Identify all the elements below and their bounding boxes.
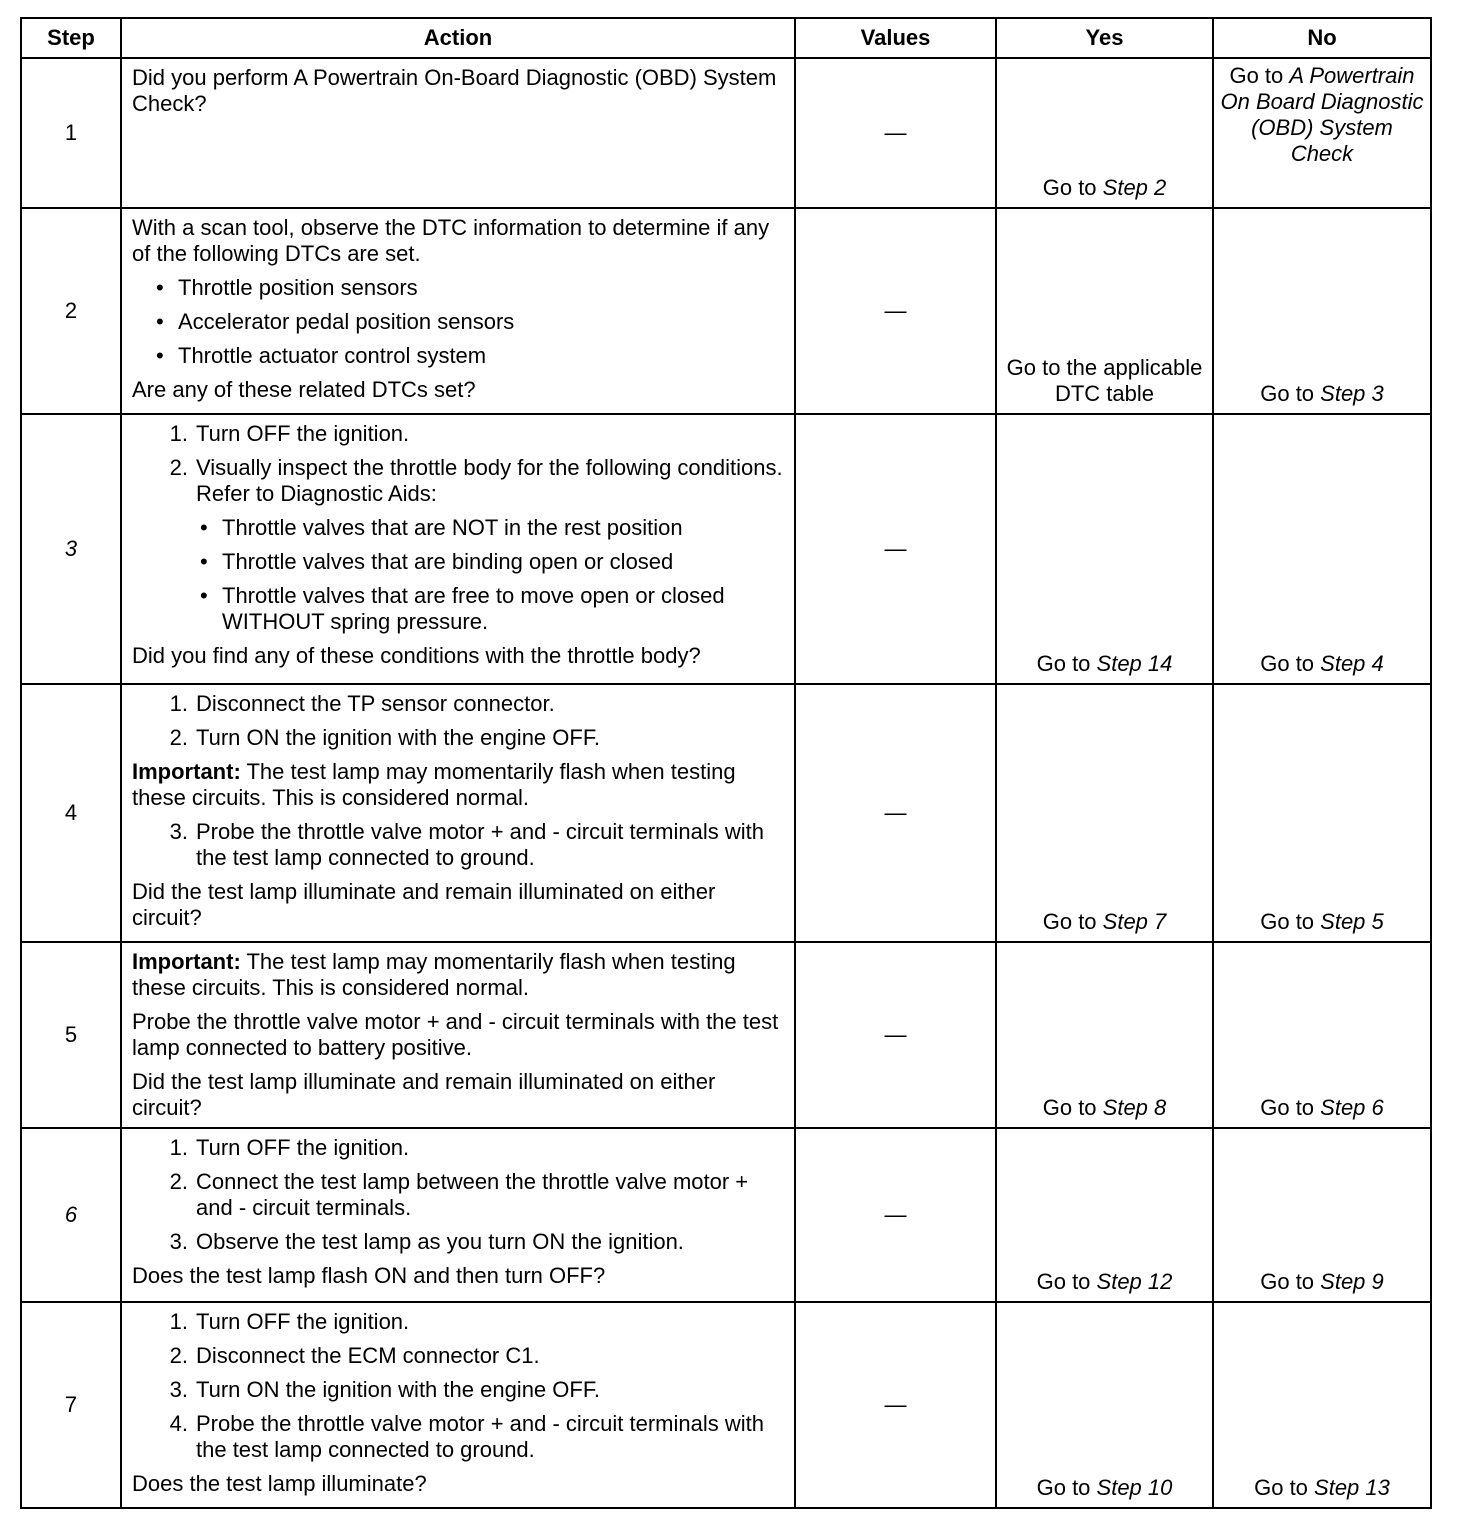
bullet-item: • Throttle valves that are free to move open or closed WITHOUT spring pressure.	[132, 583, 786, 635]
step-number: 3	[21, 414, 121, 684]
values-cell: —	[795, 1302, 996, 1508]
step-index: 2.	[169, 1169, 188, 1194]
yes-cell	[996, 1302, 1213, 1508]
yes-cell	[996, 414, 1213, 684]
yes-cell	[996, 58, 1213, 208]
action-cell	[121, 1128, 795, 1302]
step-text: Turn ON the ignition with the engine OFF.	[196, 725, 600, 750]
step-text: Disconnect the TP sensor connector.	[196, 691, 555, 716]
step-index: 3.	[169, 819, 188, 844]
action-question: Are any of these related DTCs set?	[132, 377, 476, 402]
bullet-item: • Accelerator pedal position sensors	[132, 309, 786, 335]
action-question: Did you find any of these conditions with the throttle body?	[132, 643, 701, 668]
important-label: Important:	[132, 949, 241, 974]
step-index: 1.	[169, 421, 188, 446]
no-prefix: Go to	[1260, 1095, 1321, 1120]
values-cell: —	[795, 684, 996, 942]
header-action: Action	[121, 18, 795, 58]
yes-step-link[interactable]: Go to the applicable DTC table	[1006, 355, 1203, 406]
action-cell	[121, 208, 795, 414]
no-step-link[interactable]: Step 9	[1320, 1269, 1384, 1294]
no-cell	[1213, 1302, 1431, 1508]
bullet-item: • Throttle position sensors	[132, 275, 786, 301]
important-note	[132, 949, 786, 1001]
diagnostic-table	[20, 17, 1432, 1509]
no-cell	[1213, 58, 1431, 208]
no-prefix: Go to	[1254, 1475, 1315, 1500]
step-number: 2	[21, 208, 121, 414]
yes-prefix: Go to	[1036, 1475, 1097, 1500]
numbered-step	[132, 1411, 786, 1463]
action-question: Did the test lamp illuminate and remain illuminated on either circuit?	[132, 1069, 716, 1120]
numbered-step	[132, 725, 786, 751]
step-index: 1.	[169, 691, 188, 716]
yes-step-link[interactable]: Step 10	[1096, 1475, 1173, 1500]
values-cell: —	[795, 58, 996, 208]
action-text: With a scan tool, observe the DTC information to determine if any of the following DTCs are set.	[132, 215, 770, 266]
table-row	[21, 208, 1431, 414]
header-yes: Yes	[996, 18, 1213, 58]
action-question: Does the test lamp illuminate?	[132, 1471, 427, 1496]
table-row	[21, 942, 1431, 1128]
step-text: Probe the throttle valve motor + and - circuit terminals with the test lamp connected to ground.	[196, 819, 764, 870]
no-prefix: Go to	[1229, 63, 1290, 88]
important-note	[132, 759, 786, 811]
step-text: Turn OFF the ignition.	[196, 1135, 410, 1160]
values-cell: —	[795, 208, 996, 414]
yes-cell	[996, 942, 1213, 1128]
step-number: 1	[21, 58, 121, 208]
header-values: Values	[795, 18, 996, 58]
step-number: 5	[21, 942, 121, 1128]
no-prefix: Go to	[1260, 1269, 1321, 1294]
no-cell	[1213, 208, 1431, 414]
yes-step-link[interactable]: Step 12	[1096, 1269, 1173, 1294]
step-text: Probe the throttle valve motor + and - circuit terminals with the test lamp connected to ground.	[196, 1411, 764, 1462]
action-cell	[121, 58, 795, 208]
header-row	[21, 18, 1431, 58]
yes-step-link[interactable]: Step 8	[1102, 1095, 1167, 1120]
no-prefix: Go to	[1260, 651, 1321, 676]
numbered-step	[132, 1135, 786, 1161]
table-row	[21, 1128, 1431, 1302]
numbered-step	[132, 1343, 786, 1369]
bullet-item: • Throttle valves that are binding open or closed	[132, 549, 786, 575]
step-number: 7	[21, 1302, 121, 1508]
step-index: 3.	[169, 1377, 188, 1402]
yes-cell	[996, 1128, 1213, 1302]
no-step-link[interactable]: A Powertrain On Board Diagnostic (OBD) System Check	[1220, 63, 1424, 166]
step-index: 3.	[169, 1229, 188, 1254]
no-step-link[interactable]: Step 6	[1320, 1095, 1384, 1120]
numbered-step	[132, 1229, 786, 1255]
action-text: Probe the throttle valve motor + and - circuit terminals with the test lamp connected to battery positive.	[132, 1009, 779, 1060]
no-prefix: Go to	[1260, 909, 1321, 934]
yes-cell	[996, 208, 1213, 414]
action-text: Did you perform A Powertrain On-Board Diagnostic (OBD) System Check?	[132, 65, 777, 116]
no-step-link[interactable]: Step 3	[1320, 381, 1384, 406]
step-text: Turn OFF the ignition.	[196, 421, 410, 446]
action-cell	[121, 414, 795, 684]
values-cell: —	[795, 414, 996, 684]
numbered-step	[132, 421, 786, 447]
step-text: Observe the test lamp as you turn ON the ignition.	[196, 1229, 684, 1254]
step-index: 1.	[169, 1135, 188, 1160]
numbered-step	[132, 691, 786, 717]
step-index: 1.	[169, 1309, 188, 1334]
table-row	[21, 1302, 1431, 1508]
important-text: The test lamp may momentarily flash when testing these circuits. This is considered normal.	[132, 759, 736, 810]
step-text: Turn OFF the ignition.	[196, 1309, 410, 1334]
yes-prefix: Go to	[1042, 1095, 1103, 1120]
numbered-step	[132, 455, 786, 507]
no-step-link[interactable]: Step 4	[1320, 651, 1384, 676]
bullet-item: • Throttle valves that are NOT in the rest position	[132, 515, 786, 541]
numbered-step	[132, 819, 786, 871]
action-cell	[121, 684, 795, 942]
header-step: Step	[21, 18, 121, 58]
step-index: 2.	[169, 455, 188, 480]
numbered-step	[132, 1169, 786, 1221]
no-cell	[1213, 1128, 1431, 1302]
action-cell	[121, 942, 795, 1128]
step-number: 6	[21, 1128, 121, 1302]
header-no: No	[1213, 18, 1431, 58]
step-number: 4	[21, 684, 121, 942]
step-text: Disconnect the ECM connector C1.	[196, 1343, 540, 1368]
step-index: 2.	[169, 1343, 188, 1368]
yes-prefix: Go to	[1036, 1269, 1097, 1294]
table-row	[21, 58, 1431, 208]
yes-step-link[interactable]: Step 2	[1102, 175, 1167, 200]
yes-prefix: Go to	[1036, 651, 1097, 676]
important-text: The test lamp may momentarily flash when testing these circuits. This is considered normal.	[132, 949, 736, 1000]
action-question: Does the test lamp flash ON and then turn OFF?	[132, 1263, 606, 1288]
step-index: 2.	[169, 725, 188, 750]
table-row	[21, 414, 1431, 684]
numbered-step	[132, 1309, 786, 1335]
important-label: Important:	[132, 759, 241, 784]
yes-step-link[interactable]: Step 14	[1096, 651, 1173, 676]
no-cell	[1213, 684, 1431, 942]
action-question: Did the test lamp illuminate and remain illuminated on either circuit?	[132, 879, 716, 930]
table-row	[21, 684, 1431, 942]
no-step-link[interactable]: Step 13	[1314, 1475, 1390, 1500]
no-step-link[interactable]: Step 5	[1320, 909, 1384, 934]
step-text: Visually inspect the throttle body for the following conditions. Refer to Diagnostic Aids:	[196, 455, 783, 506]
yes-prefix: Go to	[1042, 909, 1103, 934]
yes-step-link[interactable]: Step 7	[1102, 909, 1167, 934]
yes-prefix: Go to	[1042, 175, 1103, 200]
values-cell: —	[795, 942, 996, 1128]
step-text: Connect the test lamp between the throttle valve motor + and - circuit terminals.	[196, 1169, 749, 1220]
bullet-item: • Throttle actuator control system	[132, 343, 786, 369]
no-prefix: Go to	[1260, 381, 1321, 406]
no-cell	[1213, 942, 1431, 1128]
step-text: Turn ON the ignition with the engine OFF.	[196, 1377, 600, 1402]
action-cell	[121, 1302, 795, 1508]
numbered-step	[132, 1377, 786, 1403]
step-index: 4.	[169, 1411, 188, 1436]
yes-cell	[996, 684, 1213, 942]
no-cell	[1213, 414, 1431, 684]
values-cell: —	[795, 1128, 996, 1302]
